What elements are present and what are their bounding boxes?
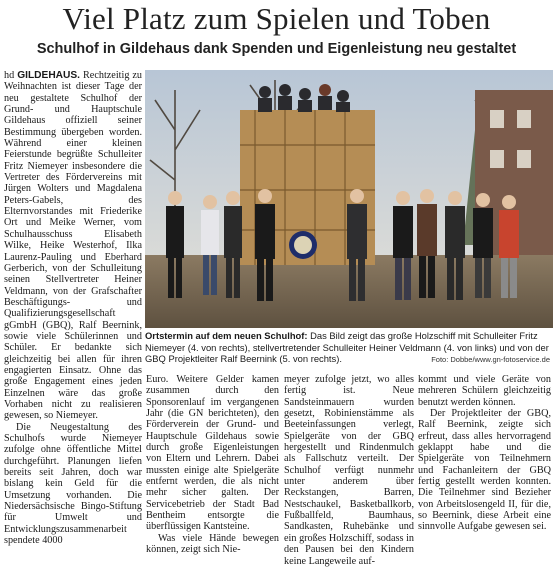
article-paragraph: Euro. Weitere Gelder kamen zusammen durch den Sponsorenlauf im vergangenen Jahr (die GN berichteten), den Förderverein der Grund- und Hauptschule Gildehaus sowie durch große Eigenleistungen von Eltern und Lehrern. Dabei mussten einige alte Spielgeräte entfernt werden, die als nicht mehr sicher galten. Der Servicebetrieb der Stadt Bad Bentheim entsorgte die überflüssigen Kantsteine. (146, 374, 279, 533)
article-column-3 (284, 374, 414, 567)
article-paragraph: Was viele Hände bewegen können, zeigt sich Nie- (146, 532, 279, 556)
article-paragraph: Die Neugestaltung des Schulhofs wurde Niemeyer zufolge ohne öffentliche Mittel durchgeführt. Planungen liefen bereits seit Jahren, doch war bislang kein Geld für die Umsetzung vorhanden. Die Niedersächsische Bingo-Stiftung für Umwelt und Entwicklungszusammenarbeit spendete 4000 (4, 421, 142, 547)
article-paragraph (4, 70, 142, 422)
paragraph-text: Rechtzeitig zu Weihnachten ist dieser Tage der neu gestaltete Schulhof der Grund- und Hauptschule Gildehaus offiziell seiner Bestimmung übergeben worden. Während einer kleinen Feierstunde begrüßte Schulleiter Fritz Niemeyer insbesondere die Vertreter des Fördervereins mit Jürgen Wolters und Magdalena Peters-Gabels, des Elternvorstandes mit Friederike Ort und Meike Werner, vom Schulhausschuss Elisabeth Wilke, Heike Westerhof, Ilka Laurenz-Pauling und Eberhard Gerberich, von der Schulleitung seinen Stellvertreter Heiner Veldmann, von der Grafschafter Beschäftigungs- und Qualifizierungsgesellschaft gGmbH (GBQ), Ralf Beernink, sowie viele Schülerinnen und Schüler. Er bedankte sich gleichzeitig bei allen für ihren engagierten Einsatz. Ohne das große Engagement eines jeden Einzelnen wäre das große Vorhaben nicht zu realisieren gewesen, so Niemeyer. (4, 70, 143, 422)
article-paragraph: kommt und viele Geräte von mehreren Schülern gleichzeitig benutzt werden können. (418, 374, 551, 408)
article-column-4 (418, 374, 551, 533)
article-photo (145, 70, 553, 328)
photo-scene (145, 70, 553, 328)
caption-text: Das Bild zeigt das große Holzschiff mit Schulleiter Fritz Niemeyer (4. von rechts), stellvertretender Schulleiter Heiner Veldmann (4. von links) und von der GBQ Projektleiter Ralf Beernink (5. von rechts). (145, 330, 549, 364)
author-prefix: hd (4, 70, 15, 81)
article-paragraph: Der Projektleiter der GBQ, Ralf Beernink, zeigte sich erfreut, dass alles hervorragend geklappt habe und die Spielgeräte von Teilnehmern und Fachanleitern der GBQ fertig gestellt werden konnten. Die Teilnehmer sind Bezieher von Arbeitslosengeld II, für die, so Beernink, diese Arbeit eine sinnvolle Aufgabe gewesen sei. (418, 408, 551, 533)
photo-credit: Foto: Dobbe/www.gn-fotoservice.de (431, 355, 550, 364)
headline: Viel Platz zum Spielen und Toben (62, 1, 491, 36)
article-paragraph: meyer zufolge jetzt, wo alles fertig ist. Neue Sandsteinmauern wurden gesetzt, Robinienstämme als Beeteinfassungen verlegt, Spielgeräte von der GBQ hergestellt und Rindenmulch als Fallschutz verteilt. Der Schulhof verfügt nunmehr unter anderem über Reckstangen, Barren, Nestschaukel, Basketballkorb, Fußballfeld, Baumhaus, Sandkasten, Ruhebänke und ein großes Holzschiff, sodass in den Pausen bei den Kindern keine Langeweile auf- (284, 374, 414, 567)
subheadline: Schulhof in Gildehaus dank Spenden und Eigenleistung neu gestaltet (36, 41, 517, 57)
caption-lead: Ortstermin auf dem neuen Schulhof: (145, 330, 308, 341)
article-column-2 (146, 374, 279, 556)
article-column-1 (4, 70, 142, 546)
dateline: GILDEHAUS. (17, 70, 81, 81)
